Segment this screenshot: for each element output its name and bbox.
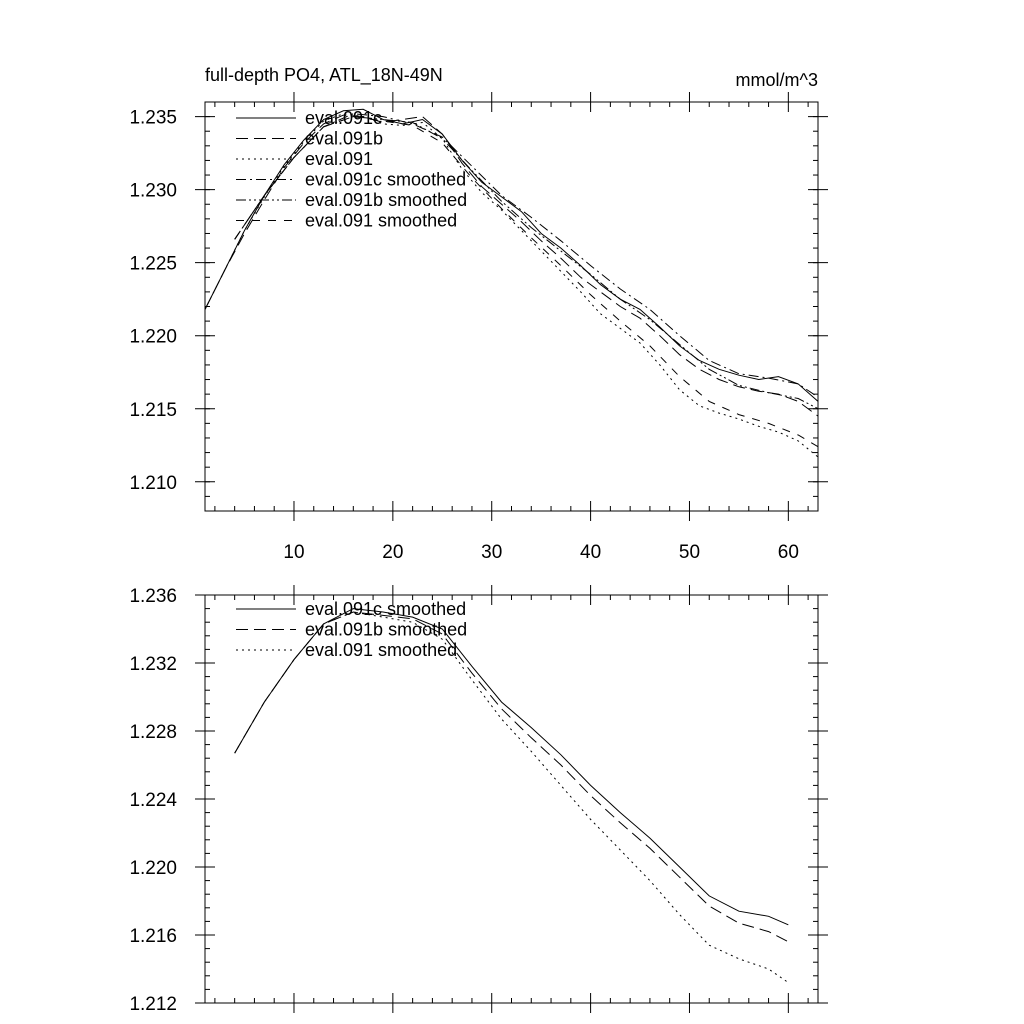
x-tick-label: 20 xyxy=(382,542,404,563)
y-tick-label: 1.224 xyxy=(129,790,177,811)
legend-label-3: eval.091 xyxy=(305,149,374,169)
x-tick-label: 60 xyxy=(777,542,799,563)
legend-label-2: eval.091b xyxy=(305,128,384,149)
legend-label-2: eval.091b smoothed xyxy=(305,619,468,640)
y-tick-label: 1.220 xyxy=(129,858,177,879)
y-tick-label: 1.225 xyxy=(129,253,177,275)
bottom-panel xyxy=(129,585,828,1015)
series-line-3 xyxy=(235,612,789,983)
y-tick-label: 1.212 xyxy=(129,994,177,1015)
legend-label-4: eval.091c smoothed xyxy=(305,169,467,190)
legend-label-1: eval.091c smoothed xyxy=(305,599,467,619)
y-tick-label: 1.230 xyxy=(129,180,177,202)
series-line-1 xyxy=(205,109,818,401)
y-tick-label: 1.235 xyxy=(129,107,177,129)
units-label: mmol/m^3 xyxy=(735,70,818,90)
x-tick-label: 10 xyxy=(283,542,305,563)
legend-label-1: eval.091c xyxy=(305,108,383,128)
chart-title: full-depth PO4, ATL_18N-49N xyxy=(205,65,443,85)
legend-label-5: eval.091b smoothed xyxy=(305,190,468,210)
top-panel xyxy=(129,65,828,563)
series-line-3 xyxy=(205,114,818,457)
x-tick-label: 40 xyxy=(580,542,602,563)
y-tick-label: 1.216 xyxy=(129,926,177,947)
y-tick-label: 1.210 xyxy=(129,472,177,494)
x-tick-label: 30 xyxy=(481,542,503,563)
y-tick-label: 1.220 xyxy=(129,326,177,348)
y-tick-label: 1.232 xyxy=(129,654,177,675)
plot-frame xyxy=(205,102,818,511)
y-tick-label: 1.215 xyxy=(129,399,177,421)
legend-label-3: eval.091 smoothed xyxy=(305,640,458,660)
legend-label-6: eval.091 smoothed xyxy=(305,210,458,231)
y-tick-label: 1.228 xyxy=(129,722,177,743)
x-tick-label: 50 xyxy=(678,542,701,563)
y-tick-label: 1.236 xyxy=(129,586,177,607)
